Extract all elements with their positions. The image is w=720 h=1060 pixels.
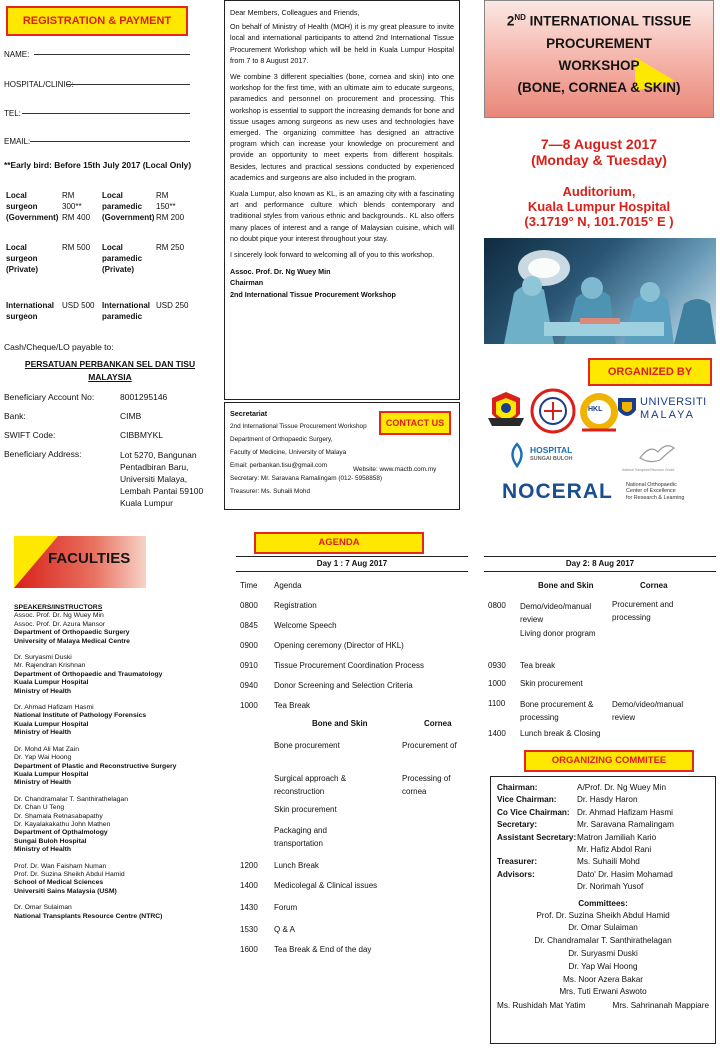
fee-cat: Local surgeon (Government) bbox=[6, 191, 59, 222]
faculty-heading: SPEAKERS/INSTRUCTORS bbox=[14, 604, 103, 611]
name-label: NAME: bbox=[4, 50, 30, 59]
tel-label: TEL: bbox=[4, 109, 21, 118]
noceral-subtitle: National Orthopaedic Center of Excellence for Research & Learning bbox=[626, 482, 685, 501]
day1-sub-cornea: Cornea bbox=[424, 719, 452, 728]
day2-header: Day 2: 8 Aug 2017 bbox=[484, 556, 716, 572]
bank-key: Bank: bbox=[4, 411, 26, 421]
registration-title: REGISTRATION & PAYMENT bbox=[6, 6, 188, 36]
faculty-group bbox=[14, 796, 214, 855]
secretariat-line: Department of Orthopaedic Surgery, bbox=[230, 436, 333, 443]
faculty-org: Kuala Lumpur Hospital bbox=[14, 720, 89, 728]
signature-event: 2nd International Tissue Procurement Workshop bbox=[230, 289, 396, 299]
event-date-range: 7—8 August 2017 bbox=[540, 136, 658, 152]
agenda-time: 1000 bbox=[240, 701, 258, 710]
letter-paragraph: Kuala Lumpur, also known as KL, is an amazing city with a fascinating art and performance culture which blends contemporary and traditional styles from various ethnic and backgrounds.. KL also offers many places of interest and a range of Malaysian cuisine, which will no doubt pique your interest throughout your stay. bbox=[230, 189, 454, 243]
fee-value: USD 500 bbox=[62, 301, 95, 310]
event-title-line: 2ND INTERNATIONAL TISSUE bbox=[506, 13, 692, 29]
agenda-item: Demo/video/manual review bbox=[520, 602, 592, 624]
faculty-org: Department of Orthopaedic Surgery bbox=[14, 629, 130, 637]
malaysia-crest-icon bbox=[486, 388, 526, 434]
agenda-time: 1400 bbox=[488, 729, 506, 738]
committee-member: Mrs. Tuti Erwani Aswoto bbox=[559, 987, 647, 997]
email-label: EMAIL: bbox=[4, 137, 31, 146]
agenda-item: Packaging and transportation bbox=[274, 826, 327, 848]
fee-cat: International surgeon bbox=[6, 301, 55, 321]
hospital-field[interactable] bbox=[4, 74, 190, 88]
agenda-time: 0800 bbox=[488, 601, 506, 610]
event-title-line: PROCUREMENT bbox=[546, 35, 652, 51]
agenda-item: Processing of cornea bbox=[402, 774, 451, 796]
agenda-item: Tea Break & End of the day bbox=[274, 945, 372, 954]
hkl-logo-text: HKL bbox=[588, 406, 603, 413]
fee-table bbox=[4, 190, 218, 340]
faculty-list bbox=[14, 604, 214, 921]
payee-name: PERSATUAN PERBANKAN SEL DAN TISU MALAYSIA bbox=[24, 359, 196, 382]
faculty-org: National Transplants Resource Centre (NTRC) bbox=[14, 912, 163, 920]
bank-value: 8001295146 bbox=[120, 392, 168, 402]
committee-member: Ms. Rushidah Mat Yatim bbox=[497, 1001, 586, 1011]
committee-member: Dr. Omar Sulaiman bbox=[568, 923, 638, 933]
bank-key: SWIFT Code: bbox=[4, 430, 56, 440]
agenda-time: 1530 bbox=[240, 925, 258, 934]
agenda-time: 1400 bbox=[240, 881, 258, 890]
faculty-person: Prof. Dr. Suzina Sheikh Abdul Hamid bbox=[14, 870, 125, 878]
agenda-time: 0845 bbox=[240, 621, 258, 630]
faculties-title: FACULTIES bbox=[48, 550, 131, 567]
letter-greeting: Dear Members, Colleagues and Friends, bbox=[230, 8, 360, 17]
venue-line: Auditorium, bbox=[562, 184, 636, 199]
committee-box bbox=[490, 776, 716, 1044]
agenda-item: Skin procurement bbox=[520, 679, 583, 688]
faculty-person: Dr. Omar Sulaiman bbox=[14, 904, 72, 912]
signature-name: Assoc. Prof. Dr. Ng Wuey Min bbox=[230, 267, 331, 277]
fee-cat: Local paramedic (Private) bbox=[102, 243, 143, 274]
faculty-org: Ministry of Health bbox=[14, 846, 72, 854]
committees-label: Committees: bbox=[578, 898, 628, 908]
fee-value: RM 500 bbox=[62, 243, 91, 252]
surgery-photo-art bbox=[484, 238, 716, 344]
committee-row: Chairman: A/Prof. Dr. Ng Wuey Min bbox=[497, 783, 667, 792]
ntrc-dove-logo-icon bbox=[636, 440, 676, 466]
committee-row: Co Vice Chairman: Dr. Ahmad Hafizam Hasmi bbox=[497, 807, 674, 817]
committee-row: Assistant Secretary: Matron Jamiliah Kario bbox=[497, 832, 657, 842]
faculty-person: Assoc. Prof. Dr. Ng Wuey Min bbox=[14, 612, 104, 620]
fee-cat: Local surgeon (Private) bbox=[6, 243, 39, 274]
committee-member: Mrs. Sahrinanah Mappiare bbox=[612, 1001, 709, 1011]
day1-header: Day 1 : 7 Aug 2017 bbox=[236, 556, 468, 572]
agenda-item: Bone procurement & processing bbox=[520, 700, 594, 722]
early-bird-note: **Early bird: Before 15th July 2017 (Local Only) bbox=[4, 160, 192, 170]
venue-line: Kuala Lumpur Hospital bbox=[527, 199, 671, 214]
secretariat-email[interactable]: Email: perbankan.tisu@gmail.com bbox=[230, 462, 328, 469]
day1-sub-bone: Bone and Skin bbox=[312, 719, 368, 728]
fee-value: RM 300** RM 400 bbox=[62, 191, 91, 222]
day1-col-agenda: Agenda bbox=[274, 581, 302, 590]
agenda-time: 1600 bbox=[240, 945, 258, 954]
agenda-time: 0910 bbox=[240, 661, 258, 670]
day1-col-time: Time bbox=[240, 581, 258, 590]
agenda-item: Tissue Procurement Coordination Process bbox=[274, 661, 424, 670]
agenda-item: Welcome Speech bbox=[274, 621, 337, 630]
agenda-item: Tea Break bbox=[274, 701, 311, 710]
noceral-logo-text: NOCERAL bbox=[502, 480, 613, 503]
committee-member: Prof. Dr. Suzina Sheikh Abdul Hamid bbox=[536, 910, 670, 920]
universiti-malaya-logo-text: UNIVERSITI MALAYA bbox=[640, 396, 707, 421]
faculty-org: Ministry of Health bbox=[14, 687, 72, 695]
faculty-group bbox=[14, 612, 214, 646]
welcome-letter bbox=[224, 0, 460, 400]
faculty-person: Dr. Mohd Ali Mat Zain bbox=[14, 745, 79, 753]
venue-line: (3.1719° N, 101.7015° E ) bbox=[524, 214, 674, 229]
agenda-item: Skin procurement bbox=[274, 805, 337, 814]
hospital-sungai-buloh-logo-text: HOSPITAL SUNGAI BULOH bbox=[530, 445, 573, 462]
bank-value: CIBBMYKL bbox=[120, 430, 163, 440]
agenda-item: Donor Screening and Selection Criteria bbox=[274, 681, 413, 690]
agenda-time: 0930 bbox=[488, 661, 506, 670]
faculty-group bbox=[14, 746, 214, 788]
ntrc-logo-text: National Transplant Resource Centre bbox=[622, 468, 675, 472]
secretariat-line: Treasurer: Ms. Suhaili Mohd bbox=[230, 488, 311, 495]
secretariat-title: Secretariat bbox=[230, 409, 268, 418]
faculty-person: Dr. Ahmad Hafizam Hasmi bbox=[14, 704, 94, 712]
name-field[interactable] bbox=[4, 44, 190, 58]
agenda-title: AGENDA bbox=[254, 532, 424, 554]
faculty-person: Dr. Chan U Teng bbox=[14, 804, 65, 812]
payable-to: Cash/Cheque/LO payable to: bbox=[4, 342, 114, 352]
committee-members bbox=[497, 910, 709, 1000]
committee-row: Vice Chairman: Dr. Hasdy Haron bbox=[497, 795, 638, 805]
event-title-line: (BONE, CORNEA & SKIN) bbox=[517, 79, 681, 95]
tel-field[interactable] bbox=[4, 103, 190, 117]
agenda-item: Lunch break & Closing bbox=[520, 729, 601, 738]
faculty-org: Ministry of Health bbox=[14, 779, 72, 787]
committee-title: ORGANIZING COMMITEE bbox=[524, 750, 694, 772]
faculty-org: Department of Plastic and Reconstructive Surgery bbox=[14, 762, 177, 770]
secretariat-box bbox=[224, 402, 460, 510]
faculty-person: Dr. Shamala Retnasabapathy bbox=[14, 812, 103, 820]
faculty-person: Dr. Kayalakakathu John Mathen bbox=[14, 820, 111, 828]
agenda-time: 1100 bbox=[488, 699, 506, 708]
event-days: (Monday & Tuesday) bbox=[531, 152, 667, 168]
faculties-banner bbox=[14, 536, 146, 588]
bone-tissue-society-logo-icon bbox=[530, 388, 576, 434]
agenda-day2 bbox=[484, 556, 716, 738]
committee-member: Dr. Yap Wai Hoong bbox=[568, 961, 638, 971]
organizer-logos bbox=[484, 388, 716, 512]
faculty-org: School of Medical Sciences bbox=[14, 879, 104, 887]
committee-member: Ms. Noor Azera Bakar bbox=[562, 974, 644, 984]
faculty-org: University of Malaya Medical Centre bbox=[14, 637, 130, 645]
agenda-time: 0900 bbox=[240, 641, 258, 650]
agenda-item: Q & A bbox=[274, 925, 295, 934]
surgery-photo bbox=[484, 238, 716, 344]
faculty-org: Department of Orthopaedic and Traumatology bbox=[14, 670, 163, 678]
day2-sub-cornea: Cornea bbox=[640, 581, 668, 590]
contact-us-badge: CONTACT US bbox=[379, 411, 451, 435]
committee-row: Secretary: Mr. Saravana Ramalingam bbox=[497, 820, 674, 830]
secretariat-line: Faculty of Medicine, University of Malaya bbox=[230, 449, 347, 456]
committee-row: Treasurer: Ms. Suhaili Mohd bbox=[497, 857, 640, 867]
committee-last-row bbox=[497, 999, 709, 1012]
secretariat-website[interactable]: Website: www.mactb.com.my bbox=[353, 466, 437, 473]
hospital-sungai-buloh-logo-icon bbox=[506, 442, 528, 468]
agenda-day1 bbox=[236, 556, 468, 960]
agenda-time: 0800 bbox=[240, 601, 258, 610]
agenda-item: Tea break bbox=[520, 661, 556, 670]
faculty-person: Dr. Chandramalar T. Santhirathelagan bbox=[14, 795, 128, 803]
event-title-banner bbox=[484, 0, 714, 118]
bank-value: Lot 5270, Bangunan Pentadbiran Baru, Universiti Malaya, Lembah Pantai 59100 Kuala Lumpur bbox=[120, 450, 204, 508]
fee-value: RM 250 bbox=[156, 243, 185, 252]
email-field[interactable] bbox=[4, 131, 190, 145]
faculty-person: Assoc. Prof. Dr. Azura Mansor bbox=[14, 620, 106, 628]
faculty-person: Dr. Yap Wai Hoong bbox=[14, 754, 72, 762]
organized-by-badge: ORGANIZED BY bbox=[588, 358, 712, 386]
faculty-group bbox=[14, 904, 214, 921]
agenda-item: Forum bbox=[274, 903, 298, 912]
faculty-person: Mr. Rajendran Krishnan bbox=[14, 662, 86, 670]
bank-key: Beneficiary Account No: bbox=[4, 392, 95, 402]
agenda-item: Demo/video/manual review bbox=[612, 700, 684, 722]
agenda-time: 1430 bbox=[240, 903, 258, 912]
faculty-org: Universiti Sains Malaysia (USM) bbox=[14, 887, 117, 895]
universiti-malaya-crest-icon bbox=[616, 396, 638, 422]
agenda-item: Living donor program bbox=[520, 629, 596, 638]
letter-paragraph: We combine 3 different specialties (bone, cornea and skin) into one workshop for the first time, with an ultimate aim to educate surgeons, paramedics and personnel on procurement and processing. This workshop is essential to support the increasing demands for bone and tissue usages among surgeons as new uses and technologies have emerged. The organizing committee has designed an attractive program which can increase your knowledge on procurement and provide an opportunity to meet experts from different hospitals. Besides, lectures and practical sessions conducted by experienced academics and surgeons are also included in the program. bbox=[230, 72, 454, 182]
event-date bbox=[484, 136, 714, 168]
agenda-item: Opening ceremony (Director of HKL) bbox=[274, 641, 404, 650]
signature-title: Chairman bbox=[230, 278, 264, 288]
bank-value: CIMB bbox=[120, 411, 142, 421]
agenda-item: Procurement of bbox=[402, 741, 457, 750]
letter-paragraph: I sincerely look forward to welcoming all of you to this workshop. bbox=[230, 250, 435, 260]
agenda-item: Surgical approach & reconstruction bbox=[274, 774, 347, 796]
agenda-item: Procurement and processing bbox=[612, 600, 674, 622]
agenda-item: Medicolegal & Clinical issues bbox=[274, 881, 378, 890]
faculty-person: Prof. Dr. Wan Faisham Numan bbox=[14, 862, 107, 870]
faculty-org: Sungai Buloh Hospital bbox=[14, 837, 87, 845]
faculty-org: Department of Opthalmology bbox=[14, 829, 108, 837]
faculty-org: Ministry of Health bbox=[14, 729, 72, 737]
agenda-item: Lunch Break bbox=[274, 861, 319, 870]
committee-row: Advisors: Dato' Dr. Hasim Mohamad bbox=[497, 869, 673, 879]
committee-member: Dr. Suryasmi Duski bbox=[568, 949, 638, 959]
day2-sub-bone: Bone and Skin bbox=[538, 581, 594, 590]
secretariat-line: 2nd International Tissue Procurement Workshop bbox=[230, 423, 367, 430]
faculty-org: Kuala Lumpur Hospital bbox=[14, 770, 89, 778]
fee-cat: International paramedic bbox=[102, 301, 151, 321]
secretariat-line: Secretary: Mr. Saravana Ramalingam (012- 5958858) bbox=[230, 475, 383, 482]
agenda-item: Registration bbox=[274, 601, 317, 610]
fee-value: RM 150** RM 200 bbox=[156, 191, 185, 222]
faculty-org: National Institute of Pathology Forensics bbox=[14, 712, 147, 720]
agenda-time: 1200 bbox=[240, 861, 258, 870]
fee-cat: Local paramedic (Government) bbox=[102, 191, 155, 222]
hospital-label: HOSPITAL/CLINIC: bbox=[4, 80, 74, 89]
faculty-group bbox=[14, 704, 214, 738]
agenda-item: Bone procurement bbox=[274, 741, 340, 750]
bank-key: Beneficiary Address: bbox=[4, 449, 82, 459]
letter-paragraph: On behalf of Ministry of Health (MOH) it is my great pleasure to invite local and international participants to attend 2nd International Tissue Procurement Workshop which will be held in Kuala Lumpur Hospital from 7 to 8 August 2017. bbox=[230, 22, 454, 65]
faculty-person: Dr. Suryasmi Duski bbox=[14, 654, 72, 662]
committee-row: Dr. Norimah Yusof bbox=[577, 882, 644, 892]
committee-member: Dr. Chandramalar T. Santhirathelagan bbox=[534, 936, 672, 946]
event-venue bbox=[484, 184, 714, 229]
faculty-org: Kuala Lumpur Hospital bbox=[14, 679, 89, 687]
agenda-time: 0940 bbox=[240, 681, 258, 690]
fee-value: USD 250 bbox=[156, 301, 189, 310]
committee-row: Mr. Hafiz Abdol Rani bbox=[577, 845, 652, 855]
event-title-line: WORKSHOP bbox=[558, 57, 640, 73]
faculty-group bbox=[14, 654, 214, 696]
agenda-time: 1000 bbox=[488, 679, 506, 688]
faculty-group bbox=[14, 863, 214, 897]
